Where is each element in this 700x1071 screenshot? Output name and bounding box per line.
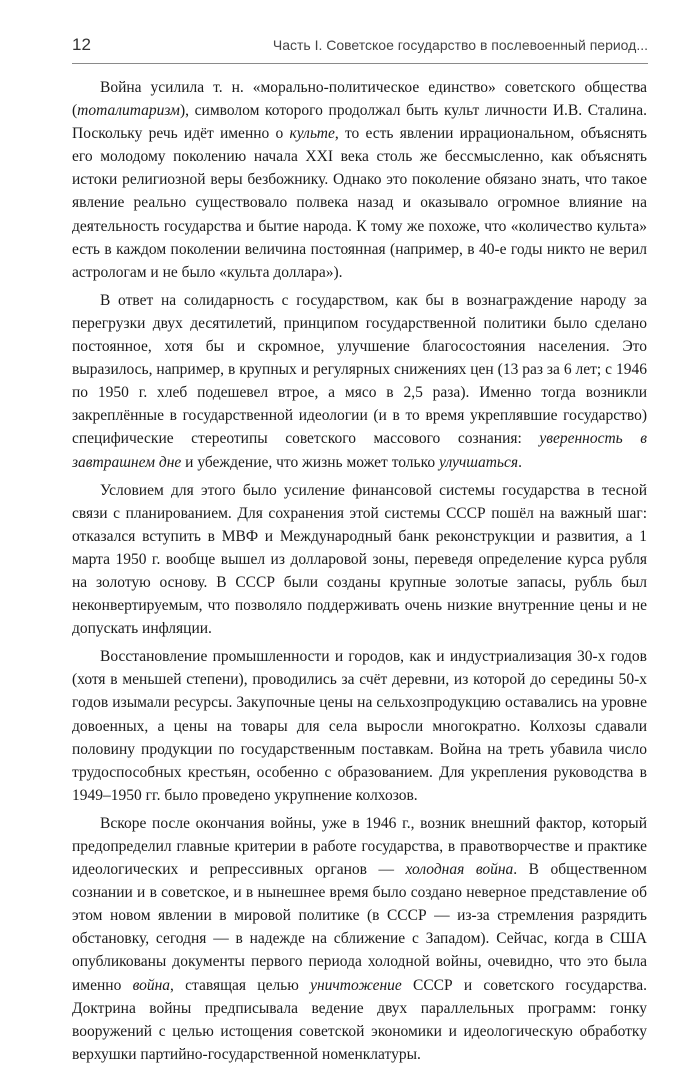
paragraph-2 bbox=[72, 289, 647, 474]
paragraph-4 bbox=[72, 645, 647, 807]
italic-segment: культе bbox=[289, 125, 335, 143]
italic-segment: уверенность в завтрашнем дне bbox=[72, 430, 648, 471]
paragraph-5 bbox=[72, 812, 647, 1066]
italic-segment: улучшаться bbox=[438, 453, 519, 471]
text-segment: В ответ на солидарность с государством, как бы в вознаграждение народу за перегрузки двух десятилетий, принципом государственной политики было сделано постоянное, хотя бы и скромное, улучшение благосостояния населения. Это выразилось, например, в крупных и регулярных снижениях цен (13 раз за 6 лет; с 1946 по 1950 г. хлеб подешевел втрое, а мясо в 2,5 раза). Именно тогда возникли закреплённые в государственной идеологии (и в то время укреплявшие государство) специфические стереотипы советского массового сознания: bbox=[72, 291, 647, 448]
italic-segment: холодная война bbox=[405, 861, 514, 879]
paragraph-3 bbox=[72, 479, 647, 641]
text-segment: . В общественном сознании и в советское, и в нынешнее время было создано неверное представление об этом новом явлении в мировой политике (в СССР — из-за стремления разрядить обстановку, сегодня — в надежде на сближение с Западом). Сейчас, когда в США опубликованы документы первого периода холодной войны, очевидно, что это была именно bbox=[72, 861, 647, 994]
text-segment: Восстановление промышленности и городов, как и индустриализация 30-х годов (хотя в меньшей степени), проводились за счёт деревни, из которой до середины 50-х годов изымали ресурсы. Закупочные цены на сельхозпродукцию оставались на уровне довоенных, а цены на товары для села выросли многократно. Колхозы сдавали половину продукции по государственным поставкам. Война на треть убавила число трудоспособных крестьян, особенно с образованием. Для укрепления руководства в 1949–1950 гг. было проведено укрупнение колхозов. bbox=[72, 648, 647, 804]
italic-segment: война bbox=[132, 976, 171, 994]
text-segment: ), символом которого продолжал быть культ личности И.В. Сталина. Поскольку речь идёт именно о bbox=[72, 102, 647, 143]
page-number: 12 bbox=[72, 35, 91, 54]
body-text bbox=[72, 76, 647, 1071]
text-segment: Вскоре после окончания войны, уже в 1946 г., возник внешний фактор, который предопределил главные критерии в работе государства, в правотворчестве и практике идеологических и репрессивных органов — bbox=[72, 814, 647, 879]
italic-segment: тоталитаризм bbox=[77, 102, 180, 120]
paragraph-1 bbox=[72, 76, 647, 284]
text-segment: и убеждение, что жизнь может только bbox=[181, 453, 439, 471]
text-segment: , то есть явлении иррациональном, объяснять его молодому поколению начала XXI века столь же бессмысленно, как объяснять истоки религиозной веры безбожнику. Однако это поколение обязано знать, что такое явление реально существовало полвека назад и оказывало огромное влияние на деятельность государства и бытие народа. К тому же похоже, что «количество культа» есть в каждом поколении величина постоянная (например, в 40-е годы никто не верил астрологам и не было «культа доллара»). bbox=[72, 125, 647, 281]
page-header bbox=[72, 33, 648, 64]
italic-segment: уничтожение bbox=[310, 976, 402, 994]
text-segment: СССР и советского государства. Доктрина войны предписывала ведение двух параллельных программ: гонку вооружений с целью истощения советской экономики и идеологическую обработку верхушки партийно-государственной номенклатуры. bbox=[72, 976, 648, 1063]
text-segment: Война усилила т. н. «морально-политическое единство» советского общества ( bbox=[72, 79, 647, 120]
text-segment: Условием для этого было усиление финансовой системы государства в тесной связи с планированием. Для сохранения этой системы СССР пошёл на важный шаг: отказался вступить в МВФ и Международный банк реконструкции и развития, а 1 марта 1950 г. вообще вышел из долларовой зоны, переведя определение курса рубля на золотую основу. В СССР были созданы крупные золотые запасы, рубль был неконвертируемым, что позволяло поддерживать очень низкие внутренние цены и не допускать инфляции. bbox=[72, 481, 647, 638]
running-head: Часть I. Советское государство в послевоенный период... bbox=[272, 37, 648, 53]
text-segment: , ставящая целью bbox=[170, 976, 311, 994]
text-segment: . bbox=[518, 453, 522, 471]
